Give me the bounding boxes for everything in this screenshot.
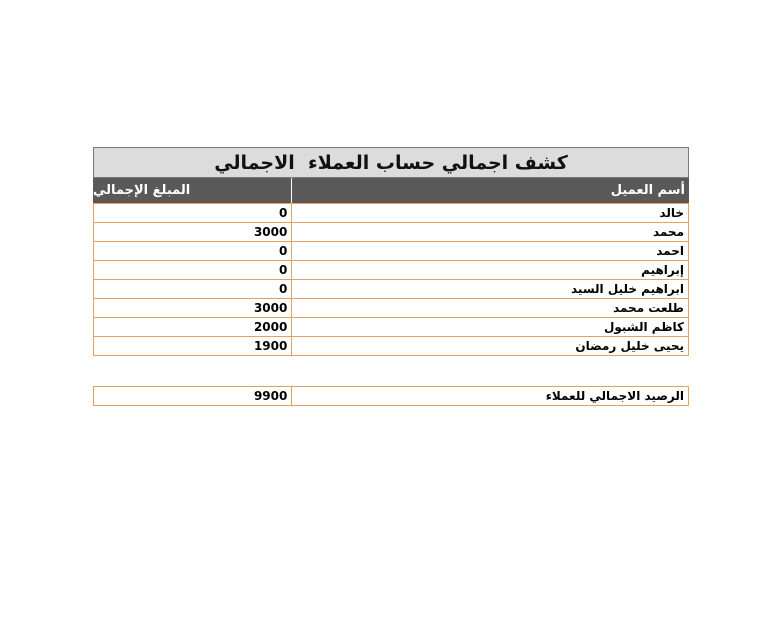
cell-amount[interactable]: 2000: [253, 320, 288, 334]
table-body: [93, 203, 689, 356]
cell-name[interactable]: خالد: [291, 204, 688, 222]
table-header: [93, 178, 689, 203]
total-amount[interactable]: 9900: [253, 389, 288, 403]
header-name: أسم العميل: [291, 178, 689, 203]
table-row: [94, 299, 688, 318]
table-row: [94, 203, 688, 223]
cell-name[interactable]: إبراهيم: [291, 261, 688, 279]
cell-amount[interactable]: 0: [278, 263, 288, 277]
total-row: [93, 386, 689, 406]
report-title: كشف اجمالي حساب العملاء الاجمالي: [93, 147, 689, 178]
cell-name[interactable]: كاظم الشبول: [291, 318, 688, 336]
cell-amount[interactable]: 3000: [253, 225, 288, 239]
cell-name[interactable]: طلعت محمد: [291, 299, 688, 317]
customer-report-table: [93, 147, 689, 356]
table-row: [94, 337, 688, 356]
cell-amount[interactable]: 0: [278, 206, 288, 220]
total-balance-row: [93, 386, 689, 406]
cell-name[interactable]: محمد: [291, 223, 688, 241]
header-amount: المبلغ الإجمالي: [93, 183, 191, 198]
cell-name[interactable]: يحيى خليل رمضان: [291, 337, 688, 355]
cell-name[interactable]: احمد: [291, 242, 688, 260]
cell-amount[interactable]: 3000: [253, 301, 288, 315]
table-row: [94, 318, 688, 337]
cell-amount[interactable]: 0: [278, 282, 288, 296]
cell-amount[interactable]: 0: [278, 244, 288, 258]
total-label[interactable]: الرصيد الاجمالي للعملاء: [291, 387, 688, 405]
cell-amount[interactable]: 1900: [253, 339, 288, 353]
table-row: [94, 223, 688, 242]
table-row: [94, 280, 688, 299]
cell-name[interactable]: ابراهيم خليل السيد: [291, 280, 688, 298]
table-row: [94, 242, 688, 261]
table-row: [94, 261, 688, 280]
